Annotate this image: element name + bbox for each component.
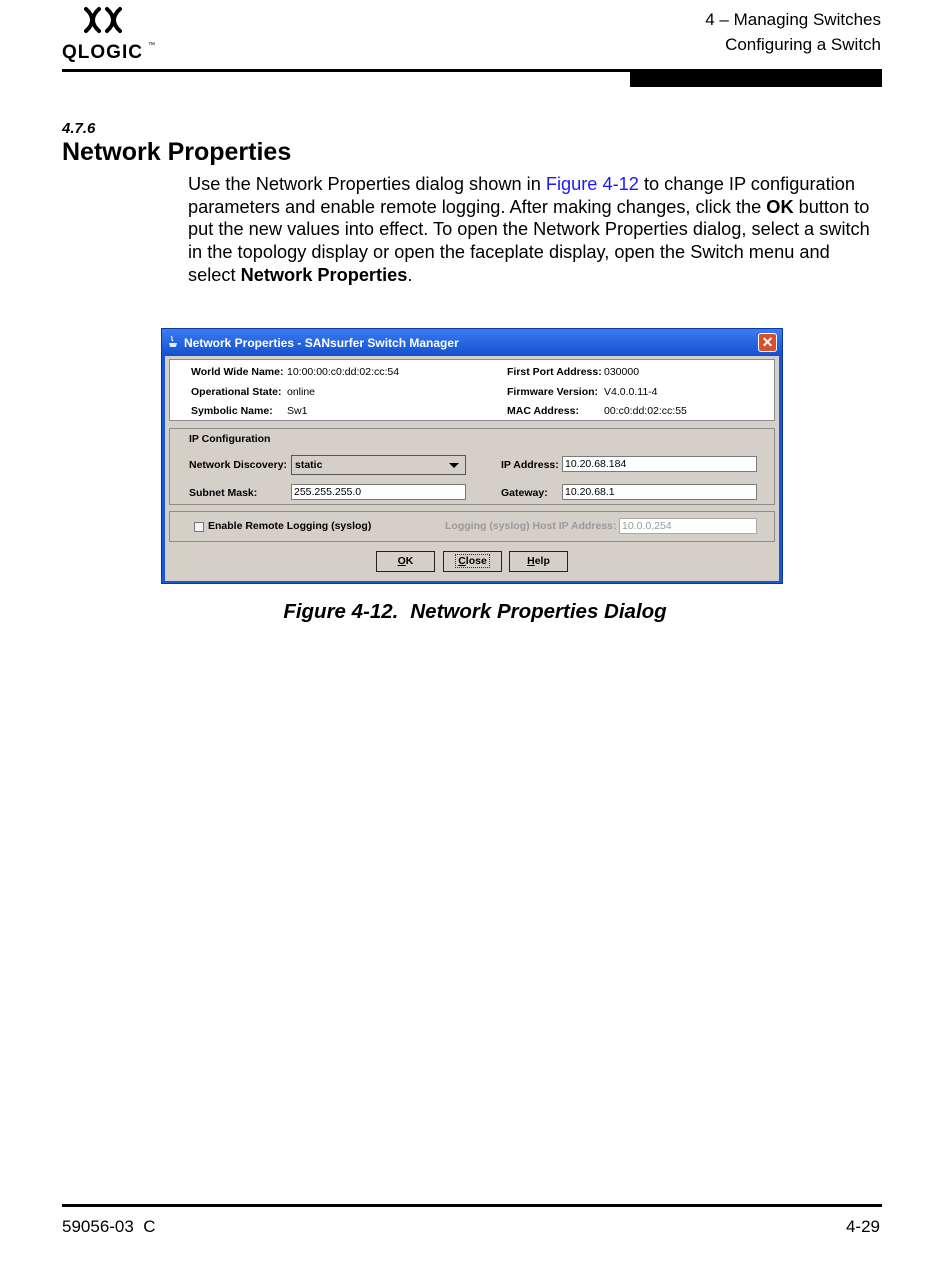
mac-address-label: MAC Address:	[507, 405, 579, 417]
help-button[interactable]: Help	[509, 551, 568, 572]
figure-number: Figure 4-12.	[283, 600, 399, 623]
network-discovery-value: static	[295, 459, 323, 471]
wwn-value: 10:00:00:c0:dd:02:cc:54	[287, 366, 400, 378]
operational-state-value: online	[287, 386, 316, 398]
dialog-body	[165, 356, 779, 581]
section-number: 4.7.6	[62, 120, 96, 137]
chevron-down-icon[interactable]	[449, 463, 459, 468]
ip-address-input[interactable]: 10.20.68.184	[562, 456, 757, 472]
first-port-address-value: 030000	[604, 366, 640, 378]
ok-button[interactable]: OK	[376, 551, 435, 572]
para-bold-network-properties: Network Properties	[240, 264, 408, 285]
wwn-label: World Wide Name:	[191, 366, 284, 378]
firmware-version-label: Firmware Version:	[507, 386, 599, 398]
para-bold-ok: OK	[766, 196, 794, 217]
logging-host-ip-input[interactable]: 10.0.0.254	[619, 518, 757, 534]
close-button[interactable]: Close	[443, 551, 502, 572]
operational-state-label: Operational State:	[191, 386, 282, 398]
logging-host-ip-label: Logging (syslog) Host IP Address:	[445, 520, 617, 532]
enable-remote-logging-label: Enable Remote Logging (syslog)	[208, 520, 372, 532]
close-icon[interactable]: ✕	[758, 333, 777, 352]
figure-title: Network Properties Dialog	[410, 600, 667, 623]
figure-link[interactable]: Figure 4-12	[545, 174, 639, 194]
ip-configuration-panel	[169, 428, 775, 505]
para-text-2: to change IP configuration parameters and enable remote logging. After making changes, click the	[188, 174, 855, 217]
footer-document-id: 59056-03 C	[62, 1217, 156, 1236]
switch-info-panel	[169, 359, 775, 421]
dialog-title: Network Properties - SANsurfer Switch Manager	[184, 336, 459, 350]
qlogic-logo-icon	[82, 6, 124, 34]
logo-trademark: ™	[148, 42, 155, 49]
network-properties-dialog	[161, 328, 783, 584]
remote-logging-panel	[169, 511, 775, 542]
symbolic-name-label: Symbolic Name:	[191, 405, 273, 417]
section-title: Network Properties	[62, 138, 292, 166]
network-discovery-label: Network Discovery:	[189, 459, 288, 471]
footer-page-number: 4-29	[845, 1217, 880, 1236]
firmware-version-value: V4.0.0.11-4	[604, 386, 658, 398]
footer-rule	[62, 1204, 882, 1207]
enable-remote-logging-checkbox[interactable]	[194, 522, 204, 532]
symbolic-name-value: Sw1	[287, 405, 308, 417]
subnet-mask-input[interactable]: 255.255.255.0	[291, 484, 466, 500]
network-discovery-select[interactable]	[291, 455, 466, 475]
mac-address-value: 00:c0:dd:02:cc:55	[604, 405, 687, 417]
running-header-section: Configuring a Switch	[725, 35, 881, 54]
ip-address-label: IP Address:	[501, 459, 559, 471]
gateway-input[interactable]: 10.20.68.1	[562, 484, 757, 500]
header-bar	[630, 69, 882, 87]
para-text-3: button to put the new values into effect. To open the Network Properties dialog, select a switch in the topology display or open the faceplate display, open the Switch menu and select	[188, 196, 870, 285]
para-text-4: .	[407, 264, 413, 285]
body-paragraph	[188, 173, 882, 287]
qlogic-logo	[62, 6, 155, 63]
first-port-address-label: First Port Address:	[507, 366, 602, 378]
java-app-icon	[168, 335, 178, 349]
gateway-label: Gateway:	[501, 487, 548, 499]
figure-caption	[0, 600, 950, 624]
logo-wordmark: QLOGIC	[62, 42, 143, 63]
dialog-title-bar[interactable]	[162, 329, 782, 356]
subnet-mask-label: Subnet Mask:	[189, 487, 258, 499]
ip-configuration-heading: IP Configuration	[189, 433, 271, 445]
running-header-chapter: 4 – Managing Switches	[705, 10, 881, 29]
para-text-1: Use the Network Properties dialog shown in	[188, 174, 546, 194]
